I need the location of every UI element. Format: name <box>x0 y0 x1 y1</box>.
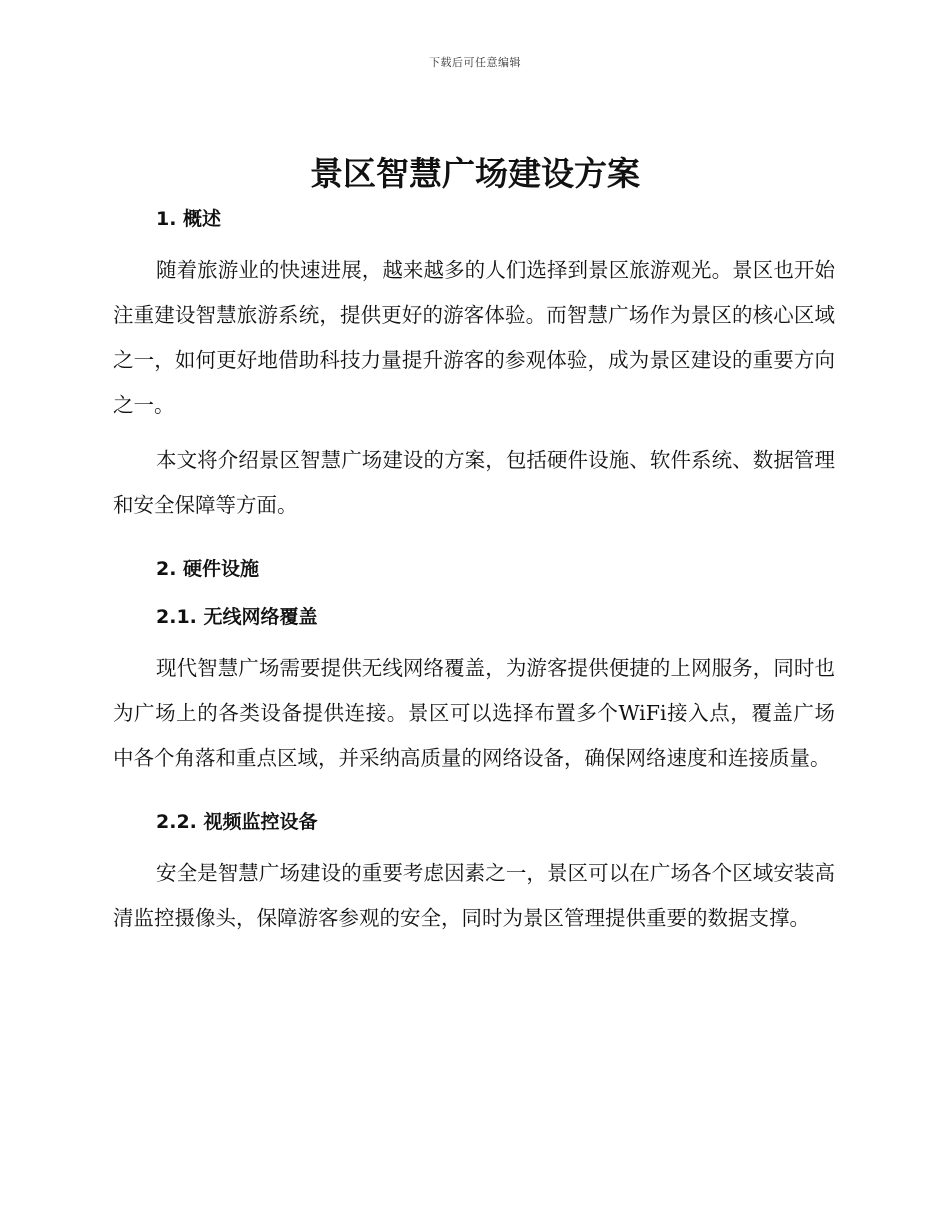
subsection-heading-wireless: 2.1. 无线网络覆盖 <box>156 606 318 628</box>
document-body <box>113 200 835 941</box>
paragraph-wireless: 现代智慧广场需要提供无线网络覆盖，为游客提供便捷的上网服务，同时也为广场上的各类设备提供连接。景区可以选择布置多个WiFi接入点，覆盖广场中各个角落和重点区域，并采纳高质量的网络设备，确保网络速度和连接质量。 <box>113 656 835 770</box>
section-heading-overview: 1. 概述 <box>156 208 222 230</box>
paragraph-video: 安全是智慧广场建设的重要考虑因素之一，景区可以在广场各个区域安装高清监控摄像头，保障游客参观的安全，同时为景区管理提供重要的数据支撑。 <box>113 861 835 930</box>
header-note: 下载后可任意编辑 <box>429 56 521 69</box>
paragraph-overview-1: 随着旅游业的快速进展，越来越多的人们选择到景区旅游观光。景区也开始注重建设智慧旅游系统，提供更好的游客体验。而智慧广场作为景区的核心区域之一，如何更好地借助科技力量提升游客的参观体验，成为景区建设的重要方向之一。 <box>113 258 835 417</box>
paragraph-overview-2: 本文将介绍景区智慧广场建设的方案，包括硬件设施、软件系统、数据管理和安全保障等方面。 <box>113 448 835 517</box>
subsection-heading-video: 2.2. 视频监控设备 <box>156 811 318 833</box>
document-title: 景区智慧广场建设方案 <box>310 154 640 193</box>
section-heading-hardware: 2. 硬件设施 <box>156 558 260 580</box>
